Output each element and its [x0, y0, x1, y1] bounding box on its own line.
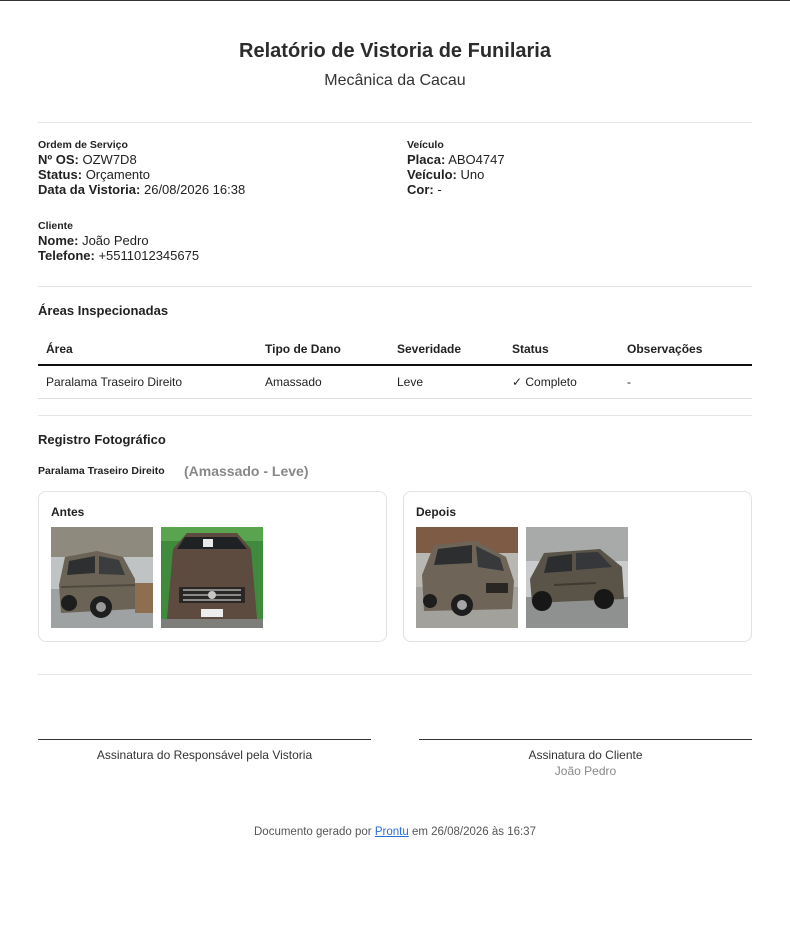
vehicle-heading: Veículo	[407, 139, 444, 151]
cell-severity: Leve	[389, 365, 504, 399]
top-border	[0, 0, 790, 1]
report-title: Relatório de Vistoria de Funilaria	[239, 40, 551, 62]
status-value: Orçamento	[85, 167, 150, 182]
os-line	[38, 152, 245, 167]
before-photo-1[interactable]	[51, 527, 153, 628]
divider	[38, 122, 752, 123]
divider	[38, 674, 752, 675]
shop-name: Mecânica da Cacau	[324, 72, 466, 89]
table-header-row	[38, 334, 752, 365]
color-label: Cor:	[407, 182, 434, 197]
col-status: Status	[504, 334, 619, 365]
col-severity: Severidade	[389, 334, 504, 365]
model-value: Uno	[460, 167, 485, 182]
after-photo-2[interactable]	[526, 527, 628, 628]
plate-line	[407, 152, 505, 167]
vehicle-info	[407, 140, 505, 197]
color-value: -	[437, 182, 442, 197]
col-area: Área	[38, 334, 257, 365]
status-label: Status:	[38, 167, 83, 182]
after-label: Depois	[416, 505, 457, 519]
cell-area: Paralama Traseiro Direito	[38, 365, 257, 399]
footer	[0, 826, 790, 838]
before-card	[38, 491, 387, 642]
areas-table	[38, 334, 752, 399]
divider	[38, 286, 752, 287]
os-label: Nº OS:	[38, 152, 79, 167]
photo-area-label: Paralama Traseiro Direito	[38, 465, 165, 477]
client-heading: Cliente	[38, 220, 74, 232]
order-heading: Ordem de Serviço	[38, 139, 128, 151]
client-info	[38, 221, 199, 263]
status-line	[38, 167, 245, 182]
cell-status: ✓ Completo	[504, 365, 619, 399]
col-damage: Tipo de Dano	[257, 334, 389, 365]
photos-title: Registro Fotográfico	[38, 432, 166, 447]
plate-label: Placa:	[407, 152, 446, 167]
client-signature-line	[419, 739, 752, 740]
date-line	[38, 182, 245, 197]
color-line	[407, 182, 505, 197]
table-row	[38, 365, 752, 399]
client-signature-name: João Pedro	[554, 764, 617, 778]
after-photo-1[interactable]	[416, 527, 518, 628]
plate-value: ABO4747	[448, 152, 505, 167]
name-value: João Pedro	[82, 233, 149, 248]
model-label: Veículo:	[407, 167, 457, 182]
phone-label: Telefone:	[38, 248, 95, 263]
model-line	[407, 167, 505, 182]
cell-notes: -	[619, 365, 752, 399]
col-notes: Observações	[619, 334, 752, 365]
areas-title: Áreas Inspecionadas	[38, 303, 169, 318]
before-label: Antes	[51, 505, 85, 519]
phone-value: +5511012345675	[98, 248, 200, 263]
date-label: Data da Vistoria:	[38, 182, 141, 197]
name-label: Nome:	[38, 233, 79, 248]
date-value: 26/08/2026 16:38	[143, 182, 246, 197]
phone-line	[38, 248, 199, 263]
before-photo-2[interactable]	[161, 527, 263, 628]
footer-suffix: em 26/08/2026 às 16:37	[411, 826, 536, 838]
cell-damage: Amassado	[257, 365, 389, 399]
client-signature-label: Assinatura do Cliente	[528, 748, 643, 762]
inspector-signature-line	[38, 739, 371, 740]
os-value: OZW7D8	[82, 152, 137, 167]
name-line	[38, 233, 199, 248]
inspector-signature-label: Assinatura do Responsável pela Vistoria	[96, 748, 313, 762]
order-info	[38, 140, 245, 197]
prontu-link[interactable]: Prontu	[374, 826, 409, 838]
footer-prefix: Documento gerado por	[254, 826, 372, 838]
divider	[38, 415, 752, 416]
photo-damage-label: (Amassado - Leve)	[184, 463, 309, 479]
after-card	[403, 491, 752, 642]
